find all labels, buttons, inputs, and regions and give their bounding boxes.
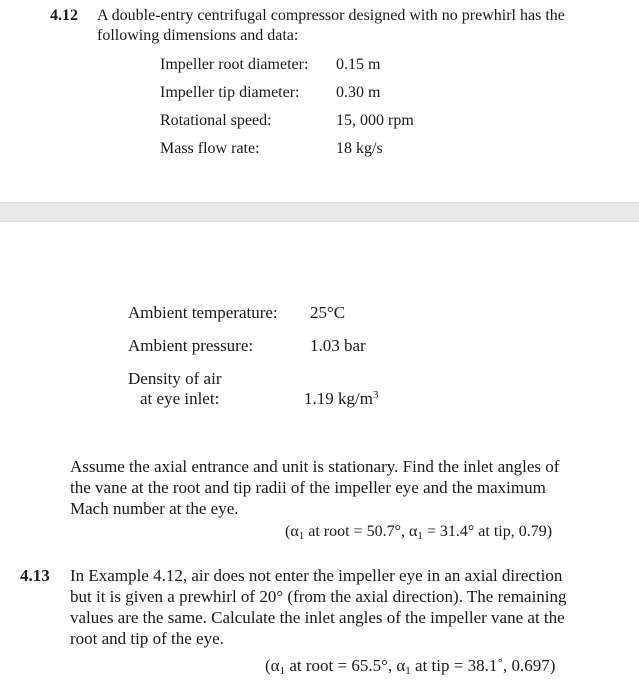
density-label-line-1: Density of air [128,369,222,388]
problem-4-13-line-1: In Example 4.12, air does not enter the impeller eye in an axial direction [70,566,563,585]
problem-4-12-intro-line-1: A double-entry centrifugal compressor designed with no prewhirl has the [97,7,565,24]
data-value: 1.03 bar [310,336,366,355]
task-line-2: the vane at the root and tip radii of the impeller eye and the maximum [70,478,546,497]
problem-4-13-line-2: but it is given a prewhirl of 20° (from the axial direction). The remaining [70,587,567,606]
data-value: 0.30 m [336,84,381,101]
problem-number-4-12: 4.12 [50,7,78,24]
answer-4-13: ($\alpha_1$ at root = 65.5°, $\alpha_1$ at tip = 38.1˚, 0.697) [265,656,556,677]
task-line-1: Assume the axial entrance and unit is stationary. Find the inlet angles of [70,457,560,476]
page-divider [0,202,639,222]
data-label: Impeller tip diameter: [160,84,300,101]
answer-4-12: ($\alpha_1$ at root = 50.7°, $\alpha_1 = 31.4^\circ$ at tip, 0.79) [285,523,553,542]
problem-number-4-13: 4.13 [20,566,50,585]
density-exponent: 3 [372,389,379,401]
data-label: Impeller root diameter: [160,56,309,73]
problem-4-12-intro-line-2: following dimensions and data: [97,27,299,44]
density-value: 1.19 $kg/m^3$ [304,389,379,408]
data-label: Rotational speed: [160,112,272,129]
problem-4-13-line-3: values are the same. Calculate the inlet angles of the impeller vane at the [70,608,565,627]
problem-4-13-line-4: root and tip of the eye. [70,629,224,648]
density-label-line-2: at eye inlet: [140,389,220,408]
task-line-3: Mach number at the eye. [70,499,239,518]
data-value: 15, 000 rpm [336,112,414,129]
data-value: 18 kg/s [336,140,383,157]
data-label: Ambient temperature: [128,303,278,322]
data-value: 25°C [310,303,346,322]
data-value: 0.15 m [336,56,381,73]
data-label: Ambient pressure: [128,336,254,355]
data-label: Mass flow rate: [160,140,260,157]
